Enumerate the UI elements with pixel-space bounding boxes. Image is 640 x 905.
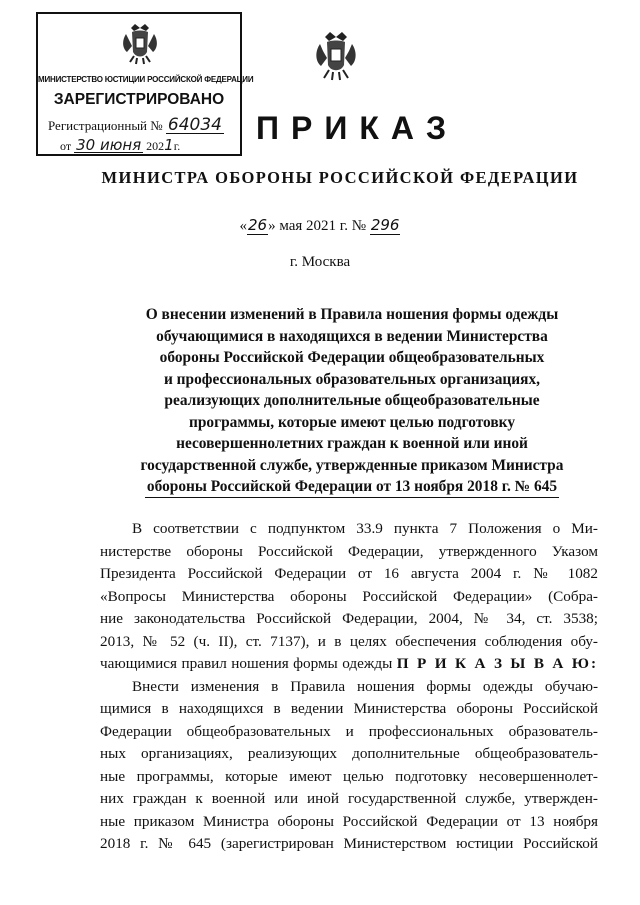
- text-line: Президента Российской Федерации от 16 августа 2004 г. № 1082: [100, 565, 598, 582]
- text-line: Внести изменения в Правила ношения формы одежды обучаю-: [132, 677, 598, 695]
- paragraph-directive: [100, 676, 598, 856]
- coat-of-arms-icon: [120, 22, 160, 66]
- stamp-reg-line: [48, 117, 224, 134]
- text-line: 2018 г. № 645 (зарегистрирован Министерством юстиции Российской: [100, 835, 598, 852]
- order-date-line: [0, 216, 640, 235]
- text-line: «Вопросы Министерства обороны Российской Федерации» (Собра-: [100, 587, 598, 605]
- title-line: О внесении изменений в Правила ношения формы одежды: [145, 306, 559, 323]
- coat-of-arms-icon: [313, 30, 359, 82]
- title-line: реализующих дополнительные общеобразовательные: [164, 392, 540, 409]
- text-line: щимися в находящихся в ведении Министерства обороны Российской: [100, 700, 598, 717]
- stamp-reg-number: 64034: [167, 115, 223, 135]
- stamp-year-prefix: 202: [146, 139, 165, 153]
- title-line: программы, которые имеют целью подготовку: [188, 413, 516, 431]
- text-line: 2013, № 52 (ч. II), ст. 7137), и в целях обеспечения соблюдения обу-: [100, 632, 598, 650]
- text-line: ние законодательства Российской Федерации, 2004, № 34, ст. 3538;: [100, 610, 598, 627]
- title-line: обороны Российской Федерации общеобразовательных: [159, 349, 545, 366]
- title-line: обучающимися в находящихся в ведении Министерства: [156, 327, 548, 345]
- stamp-ministry: МИНИСТЕРСТВО ЮСТИЦИИ РОССИЙСКОЙ ФЕДЕРАЦИИ: [38, 75, 254, 84]
- order-subject: [100, 304, 604, 498]
- registration-stamp: [36, 12, 254, 156]
- text-line: нистерстве обороны Российской Федерации, утвержденного Указом: [100, 542, 598, 560]
- date-rest: » мая 2021 г. №: [268, 218, 367, 234]
- ministry-heading: МИНИСТРА ОБОРОНЫ РОССИЙСКОЙ ФЕДЕРАЦИИ: [101, 168, 579, 187]
- order-number: 296: [370, 216, 400, 234]
- text-line-part: чающимися правил ношения формы одежды: [100, 655, 393, 672]
- title-line: государственной службе, утвержденные приказом Министра: [140, 456, 564, 474]
- stamp-year-digit: 1: [164, 136, 174, 154]
- stamp-year-suffix: г.: [173, 139, 181, 153]
- order-day: 26: [248, 216, 268, 234]
- text-line: них граждан к военной или иной государственной службе, утвержден-: [100, 790, 598, 807]
- title-line: и профессиональных образовательных организациях,: [163, 370, 541, 388]
- stamp-date-line: [60, 138, 180, 154]
- stamp-reg-label: Регистрационный №: [48, 118, 163, 133]
- title-line: обороны Российской Федерации от 13 ноября 2018 г. № 645: [145, 477, 559, 498]
- stamp-date: 30 июня: [76, 136, 142, 154]
- title-line: несовершеннолетних граждан к военной или иной: [176, 435, 528, 452]
- text-line: ные программы, которые имеют целью подготовку несовершеннолет-: [100, 767, 598, 785]
- text-line: В соответствии с подпунктом 33.9 пункта 7 Положения о Ми-: [132, 520, 598, 537]
- paragraph-preamble: [100, 518, 598, 676]
- text-line: ные приказом Министра обороны Российской Федерации от 13 ноября: [100, 812, 598, 830]
- text-line: [100, 653, 598, 676]
- text-line: Федерации общеобразовательных и профессиональных образователь-: [100, 722, 598, 740]
- city: г. Москва: [289, 254, 351, 270]
- date-open: «: [239, 218, 248, 234]
- document-title: ПРИКАЗ: [256, 110, 459, 146]
- stamp-date-prefix: от: [60, 139, 72, 153]
- stamp-registered: ЗАРЕГИСТРИРОВАНО: [53, 91, 225, 108]
- order-body: [100, 518, 598, 856]
- order-directive: П Р И К А З Ы В А Ю:: [396, 655, 598, 672]
- text-line: ных организациях, реализующих дополнительные общеобразователь-: [100, 745, 598, 762]
